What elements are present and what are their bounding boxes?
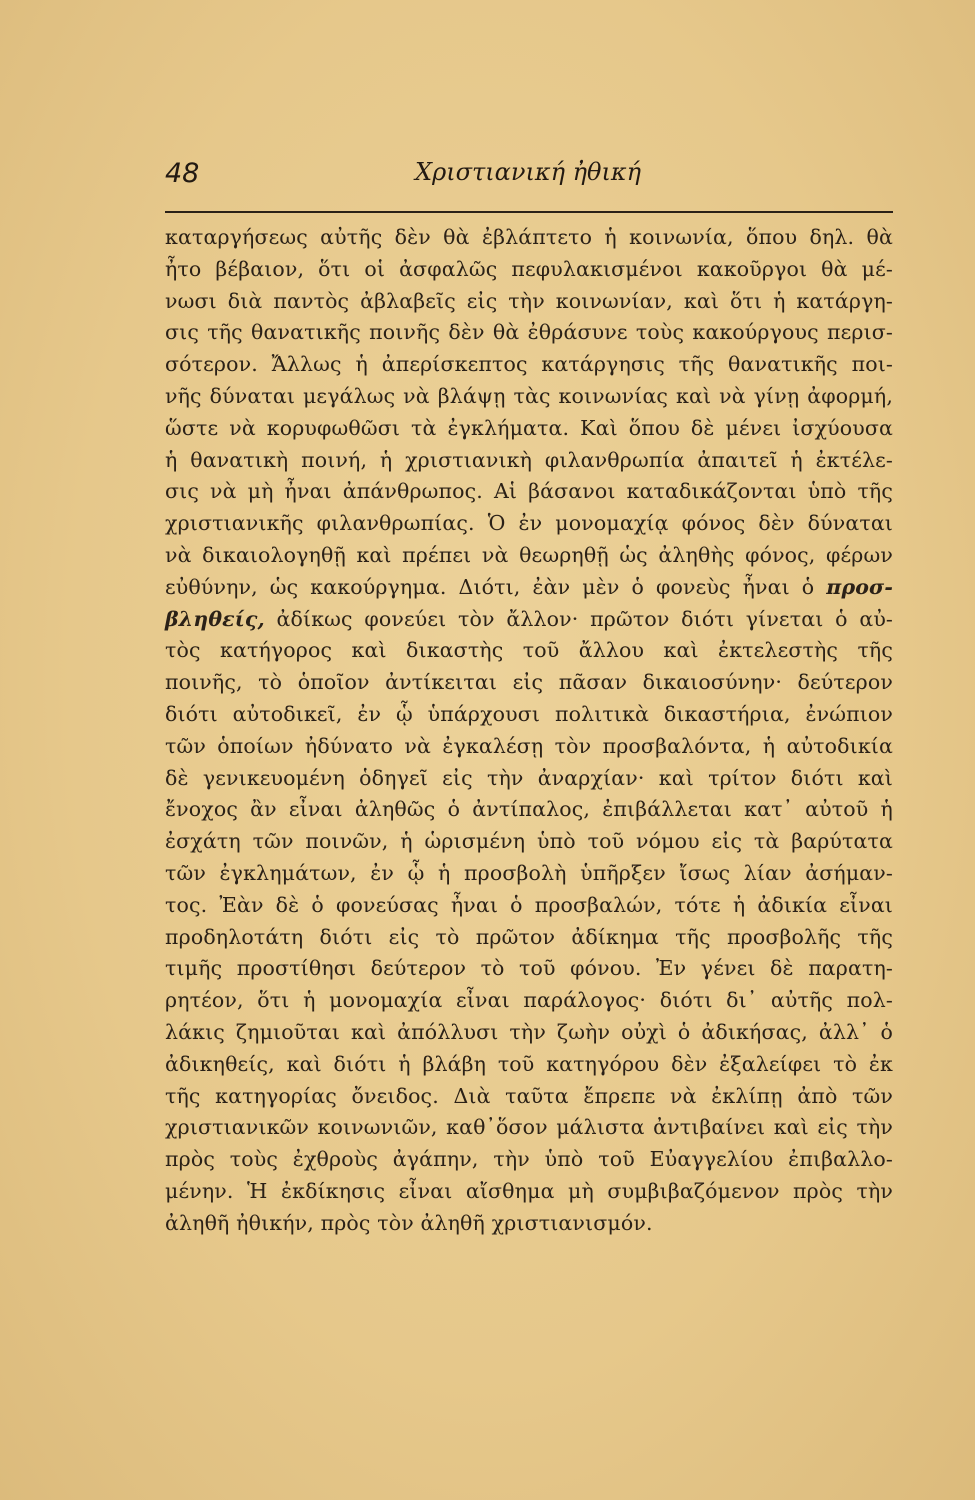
- emphasized-term: προσ-: [826, 574, 893, 599]
- text-line: τὸς κατήγορος καὶ δικαστὴς τοῦ ἄλλου καὶ ἐκτελεστὴς τῆς: [165, 638, 893, 663]
- text-line: δὲ γενικευομένη ὁδηγεῖ εἰς τὴν ἀναρχίαν· καὶ τρίτον διότι καὶ: [165, 765, 893, 790]
- text-line: ὥστε νὰ κορυφωθῶσι τὰ ἐγκλήματα. Καὶ ὅπου δὲ μένει ἰσχύουσα: [165, 415, 893, 440]
- text-line: ἀληθῆ ἠθικήν, πρὸς τὸν ἀληθῆ χριστιανισμόν.: [165, 1210, 653, 1235]
- page-header: [165, 158, 893, 198]
- text-line: ἀδικηθείς, καὶ διότι ἡ βλάβη τοῦ κατηγόρου δὲν ἐξαλείφει τὸ ἐκ: [165, 1051, 893, 1076]
- text-line: τῆς κατηγορίας ὄνειδος. Διὰ ταῦτα ἔπρεπε νὰ ἐκλίπῃ ἀπὸ τῶν: [165, 1083, 893, 1108]
- text-line: ἦτο βέβαιον, ὅτι οἱ ἀσφαλῶς πεφυλακισμένοι κακοῦργοι θὰ μέ-: [165, 256, 893, 281]
- text-line: ἡ θανατικὴ ποινή, ἡ χριστιανικὴ φιλανθρωπία ἀπαιτεῖ ἡ ἐκτέλε-: [165, 447, 893, 472]
- text-line: σις νὰ μὴ ἦναι ἀπάνθρωπος. Αἱ βάσανοι καταδικάζονται ὑπὸ τῆς: [165, 479, 893, 504]
- text-line: ποινῆς, τὸ ὁποῖον ἀντίκειται εἰς πᾶσαν δικαιοσύνην· δεύτερον: [165, 670, 893, 695]
- emphasized-term: βληθείς,: [165, 606, 265, 631]
- text-line: νῆς δύναται μεγάλως νὰ βλάψῃ τὰς κοινωνίας καὶ νὰ γίνῃ ἀφορμή,: [165, 383, 893, 408]
- text-line: καταργήσεως αὐτῆς δὲν θὰ ἐβλάπτετο ἡ κοινωνία, ὅπου δηλ. θὰ: [165, 225, 893, 249]
- text-line: μένην. Ἡ ἐκδίκησις εἶναι αἴσθημα μὴ συμβιβαζόμενον πρὸς τὴν: [165, 1178, 893, 1203]
- text-line: τος. Ἐὰν δὲ ὁ φονεύσας ἦναι ὁ προσβαλών, τότε ἡ ἀδικία εἶναι: [165, 892, 893, 917]
- text-line: πρὸς τοὺς ἐχθροὺς ἀγάπην, τὴν ὑπὸ τοῦ Εὐαγγελίου ἐπιβαλλο-: [165, 1147, 893, 1172]
- text-line: λάκις ζημιοῦται καὶ ἀπόλλυσι τὴν ζωὴν οὐχὶ ὁ ἀδικήσας, ἀλλ᾽ ὁ: [165, 1019, 893, 1044]
- text-line: ρητέον, ὅτι ἡ μονομαχία εἶναι παράλογος· διότι δι᾽ αὐτῆς πολ-: [165, 988, 893, 1013]
- text-line: τῶν ὁποίων ἠδύνατο νὰ ἐγκαλέσῃ τὸν προσβαλόντα, ἡ αὐτοδικία: [165, 733, 893, 758]
- text-fragment: ἀδίκως φονεύει τὸν ἄλλον· πρῶτον διότι γίνεται ὁ αὐ-: [276, 606, 894, 631]
- text-line: νωσι διὰ παντὸς ἀβλαβεῖς εἰς τὴν κοινωνίαν, καὶ ὅτι ἡ κατάργη-: [165, 288, 893, 313]
- body-text: [165, 222, 893, 1240]
- text-line-with-emphasis: [165, 604, 893, 636]
- text-line: νὰ δικαιολογηθῇ καὶ πρέπει νὰ θεωρηθῇ ὡς ἀληθὴς φόνος, φέρων: [165, 542, 893, 567]
- running-title: Χριστιανική ἠθική: [415, 158, 641, 186]
- text-line: χριστιανικῆς φιλανθρωπίας. Ὁ ἐν μονομαχίᾳ φόνος δὲν δύναται: [165, 511, 893, 536]
- page-number: 48: [165, 158, 200, 189]
- text-line: προδηλοτάτη διότι εἰς τὸ πρῶτον ἀδίκημα τῆς προσβολῆς τῆς: [165, 924, 893, 949]
- text-line: διότι αὐτοδικεῖ, ἐν ᾧ ὑπάρχουσι πολιτικὰ δικαστήρια, ἐνώπιον: [165, 701, 893, 726]
- text-line: σις τῆς θανατικῆς ποινῆς δὲν θὰ ἐθράσυνε τοὺς κακούργους περισ-: [165, 320, 893, 345]
- header-rule: [165, 211, 893, 213]
- text-line: τῶν ἐγκλημάτων, ἐν ᾧ ἡ προσβολὴ ὑπῆρξεν ἴσως λίαν ἀσήμαν-: [165, 860, 893, 885]
- text-line: ἐσχάτη τῶν ποινῶν, ἡ ὡρισμένη ὑπὸ τοῦ νόμου εἰς τὰ βαρύτατα: [165, 829, 893, 854]
- text-line: τιμῆς προστίθησι δεύτερον τὸ τοῦ φόνου. Ἐν γένει δὲ παρατη-: [165, 956, 893, 981]
- text-line: ἔνοχος ἂν εἶναι ἀληθῶς ὁ ἀντίπαλος, ἐπιβάλλεται κατ᾽ αὐτοῦ ἡ: [165, 797, 893, 822]
- text-line: σότερον. Ἄλλως ἡ ἀπερίσκεπτος κατάργησις τῆς θανατικῆς ποι-: [165, 352, 893, 377]
- text-fragment: εὐθύνην, ὡς κακούργημα. Διότι, ἐὰν μὲν ὁ φονεὺς ἦναι ὁ: [165, 574, 815, 599]
- text-line-with-emphasis: [165, 572, 893, 604]
- text-line: χριστιανικῶν κοινωνιῶν, καθ᾽ὅσον μάλιστα ἀντιβαίνει καὶ εἰς τὴν: [165, 1115, 893, 1140]
